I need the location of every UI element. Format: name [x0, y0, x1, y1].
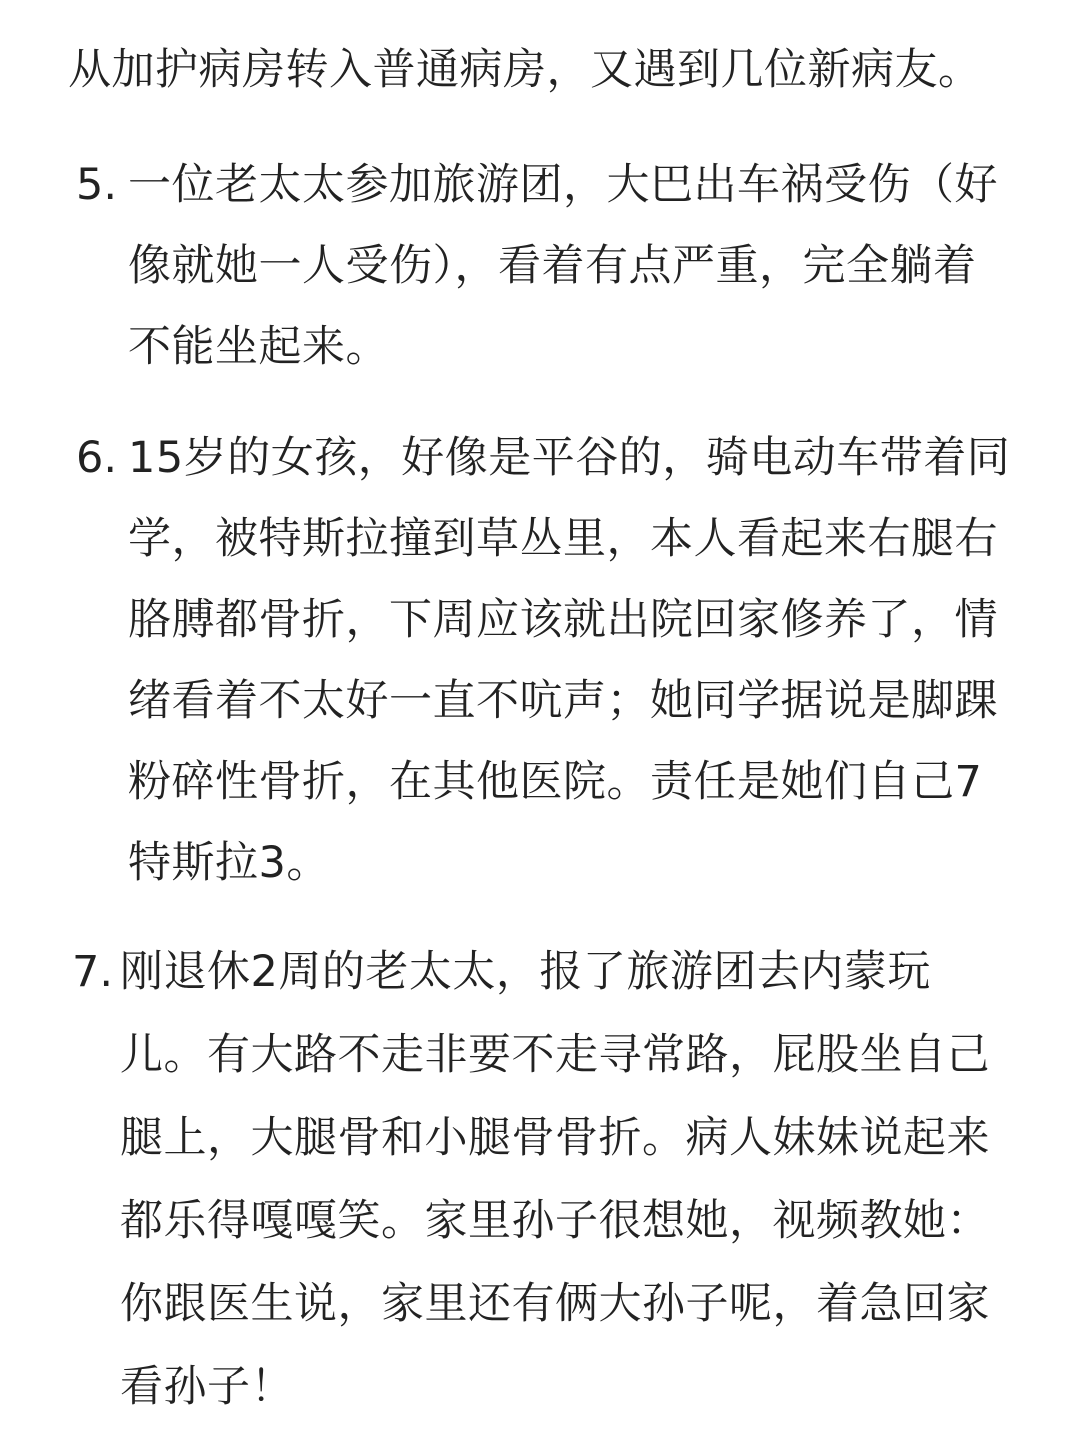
list-item-line: 刚退休2周的老太太，报了旅游团去内蒙玩 [120, 947, 931, 997]
list-item-line: 儿。有大路不走非要不走寻常路，屁股坐自己 [120, 1030, 990, 1080]
list-item-number: 7. [72, 947, 114, 997]
intro-text: 从加护病房转入普通病房，又遇到几位新病友。 [68, 45, 982, 95]
list-item-line: 绪看着不太好一直不吭声；她同学据说是脚踝 [128, 676, 998, 726]
list-item-number: 6. [76, 433, 118, 483]
list-item-line: 一位老太太参加旅游团，大巴出车祸受伤（好 [128, 160, 998, 210]
list-item-line: 粉碎性骨折，在其他医院。责任是她们自己7 [128, 757, 983, 807]
list-item-line: 特斯拉3。 [128, 838, 330, 888]
list-item-line: 看孙子！ [120, 1362, 294, 1412]
list-item-line: 你跟医生说，家里还有俩大孙子呢，着急回家 [120, 1279, 990, 1329]
list-item-line: 像就她一人受伤），看着有点严重，完全躺着 [128, 241, 977, 291]
list-item-line: 学，被特斯拉撞到草丛里，本人看起来右腿右 [128, 514, 998, 564]
list-item-line: 不能坐起来。 [128, 322, 389, 372]
list-item-line: 胳膊都骨折，下周应该就出院回家修养了，情 [128, 595, 998, 645]
list-item-line: 15岁的女孩，好像是平谷的，骑电动车带着同 [128, 433, 1011, 483]
list-item-line: 都乐得嘎嘎笑。家里孙子很想她，视频教她： [120, 1196, 990, 1246]
list-item-line: 腿上，大腿骨和小腿骨骨折。病人妹妹说起来 [120, 1113, 990, 1163]
list-item-number: 5. [76, 160, 118, 210]
